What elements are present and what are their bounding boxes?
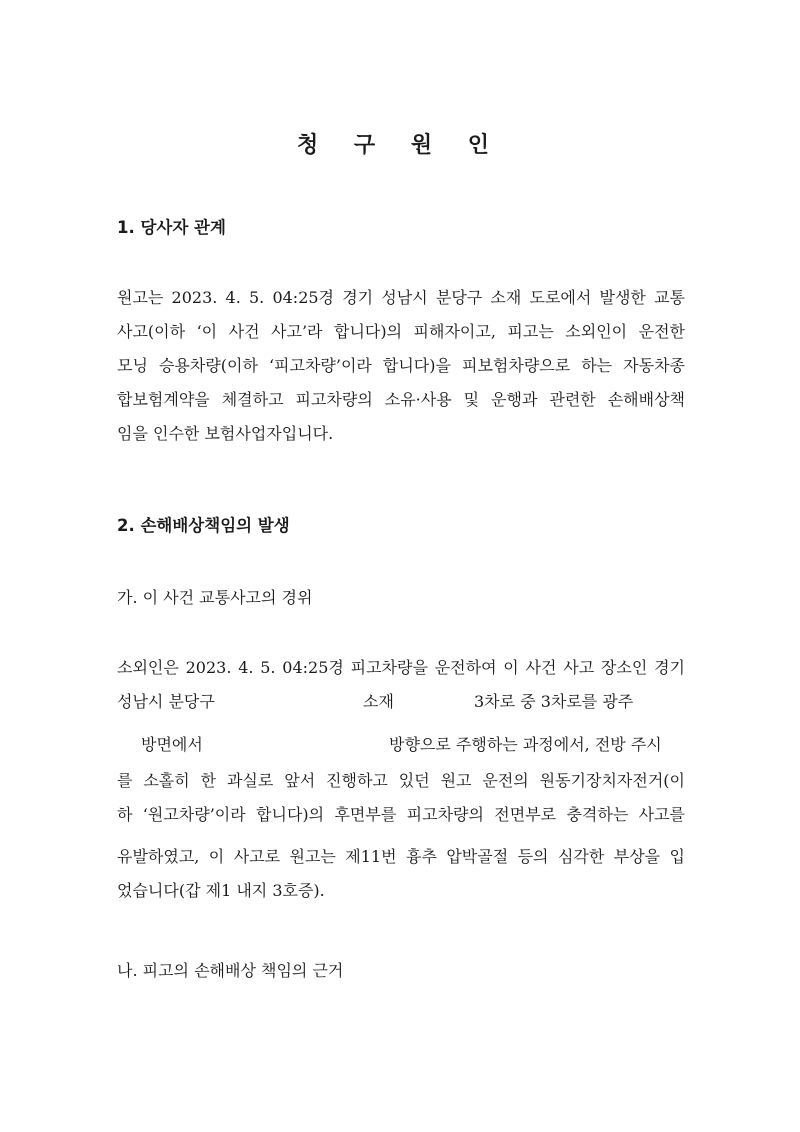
paragraph-fragment: 3차로 중 3차로를 광주 [474, 692, 634, 711]
paragraph-line: 합보험계약을 체결하고 피고차량의 소유·사용 및 운행과 관련한 손해배상책 [117, 390, 685, 409]
paragraph-line: 임을 인수한 보험사업자입니다. [117, 424, 334, 443]
paragraph-line: 를 소홀히 한 과실로 앞서 진행하고 있던 원고 운전의 원동기장치자전거(이 [117, 771, 685, 790]
paragraph-fragment: 방면에서 [141, 735, 203, 754]
paragraph-fragment: 성남시 분당구 [117, 692, 215, 711]
subsection-b-heading: 나. 피고의 손해배상 책임의 근거 [117, 961, 344, 980]
paragraph-line: 사고(이하 ‘이 사건 사고’라 합니다)의 피해자이고, 피고는 소외인이 운전한 [117, 322, 685, 341]
page-title: 청 구 원 인 [297, 133, 503, 158]
paragraph-fragment: 소재 [363, 692, 394, 711]
paragraph-line: 유발하였고, 이 사고로 원고는 제11번 흉추 압박골절 등의 심각한 부상을 입 [117, 847, 685, 866]
paragraph-fragment: 방향으로 주행하는 과정에서, 전방 주시 [389, 735, 662, 754]
paragraph-line: 모닝 승용차량(이하 ‘피고차량’이라 합니다)을 피보험차량으로 하는 자동차종 [117, 356, 685, 375]
paragraph-line: 었습니다(갑 제1 내지 3호증). [117, 881, 325, 900]
paragraph-line: 소외인은 2023. 4. 5. 04:25경 피고차량을 운전하여 이 사건 사고 장소인 경기 [117, 658, 685, 677]
paragraph-line: 하 ‘원고차량’이라 합니다)의 후면부를 피고차량의 전면부로 충격하는 사고를 [117, 805, 685, 824]
section-1-heading: 1. 당사자 관계 [117, 218, 226, 237]
subsection-a-heading: 가. 이 사건 교통사고의 경위 [117, 588, 313, 607]
section-2-heading: 2. 손해배상책임의 발생 [117, 516, 290, 535]
paragraph-line: 원고는 2023. 4. 5. 04:25경 경기 성남시 분당구 소재 도로에서 발생한 교통 [117, 288, 685, 307]
